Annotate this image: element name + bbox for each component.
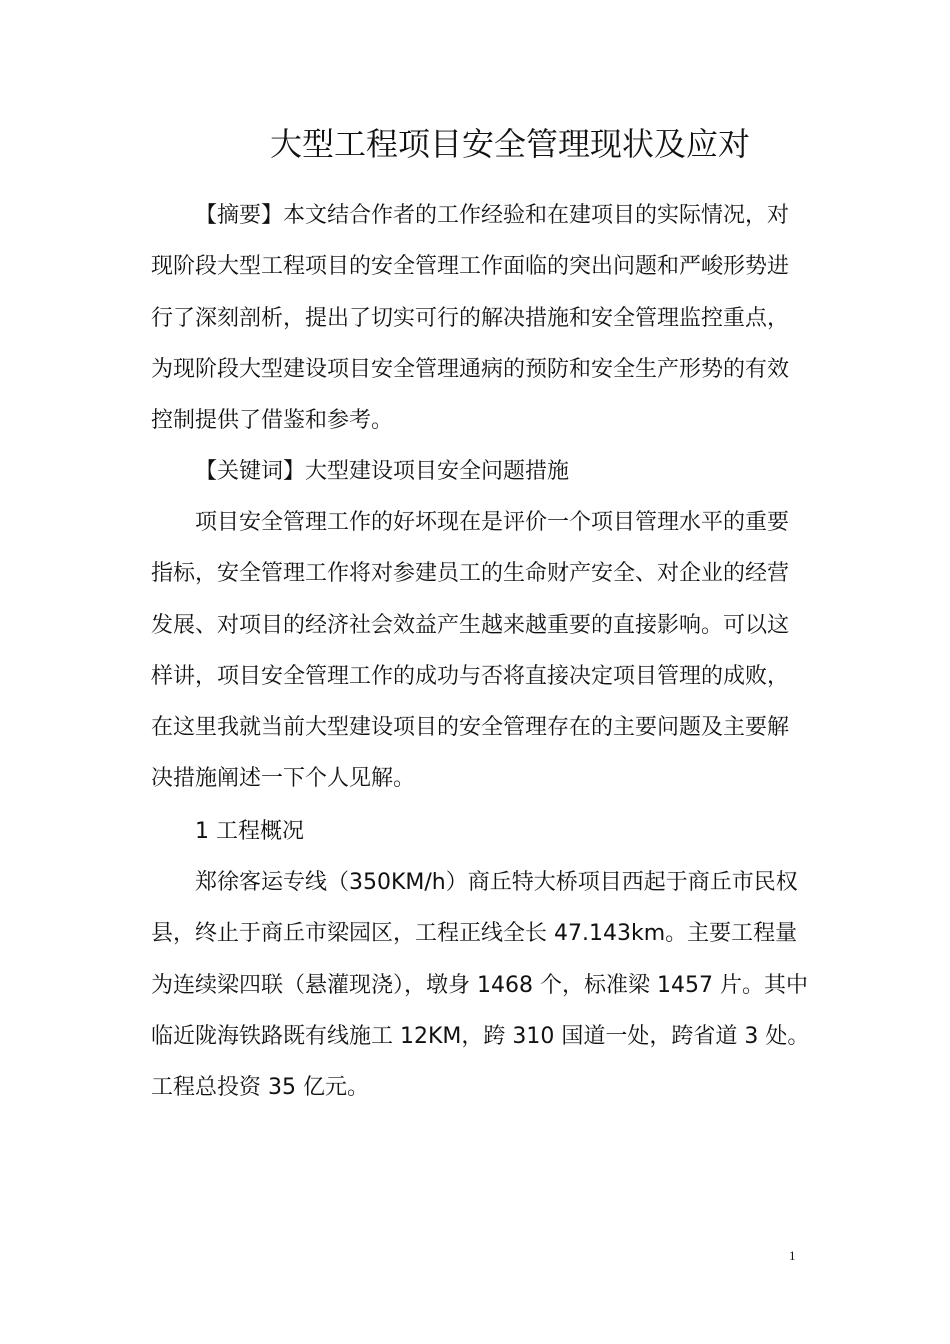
section-heading-text: 1 工程概况 (195, 819, 304, 844)
keywords-paragraph (151, 446, 801, 497)
abstract-line: 行了深刻剖析，提出了切实可行的解决措施和安全管理监控重点， (151, 305, 790, 331)
overview-paragraph (151, 857, 810, 1113)
keywords-line: 【关键词】大型建设项目安全问题措施 (195, 459, 570, 484)
intro-line: 在这里我就当前大型建设项目的安全管理存在的主要问题及主要解 (151, 715, 790, 741)
intro-line: 项目安全管理工作的好坏现在是评价一个项目管理水平的重要 (195, 510, 790, 535)
overview-line: 临近陇海铁路既有线施工 12KM，跨 310 国道一处，跨省道 3 处。 (151, 1023, 810, 1049)
overview-line: 郑徐客运专线（350KM/h）商丘特大桥项目西起于商丘市民权 (195, 870, 798, 895)
overview-line: 县，终止于商丘市梁园区，工程正线全长 47.143km。主要工程量 (151, 921, 798, 947)
overview-line: 为连续梁四联（悬灌现浇），墩身 1468 个，标准梁 1457 片。其中 (151, 972, 808, 998)
intro-line: 指标，安全管理工作将对参建员工的生命财产安全、对企业的经营 (151, 561, 790, 587)
overview-line: 工程总投资 35 亿元。 (151, 1075, 369, 1101)
abstract-line: 为现阶段大型建设项目安全管理通病的预防和安全生产形势的有效 (151, 356, 790, 382)
intro-paragraph (151, 497, 801, 805)
abstract-line: 现阶段大型工程项目的安全管理工作面临的突出问题和严峻形势进 (151, 254, 790, 280)
section-heading (151, 806, 801, 857)
intro-line: 发展、对项目的经济社会效益产生越来越重要的直接影响。可以这 (151, 612, 790, 638)
abstract-line: 【摘要】本文结合作者的工作经验和在建项目的实际情况，对 (195, 203, 790, 228)
intro-line: 决措施阐述一下个人见解。 (151, 766, 416, 792)
abstract-paragraph (151, 190, 801, 446)
page-number: 1 (789, 1248, 796, 1263)
abstract-line: 控制提供了借鉴和参考。 (151, 408, 394, 434)
intro-line: 样讲，项目安全管理工作的成功与否将直接决定项目管理的成败， (151, 663, 790, 689)
document-title: 大型工程项目安全管理现状及应对 (269, 125, 750, 163)
